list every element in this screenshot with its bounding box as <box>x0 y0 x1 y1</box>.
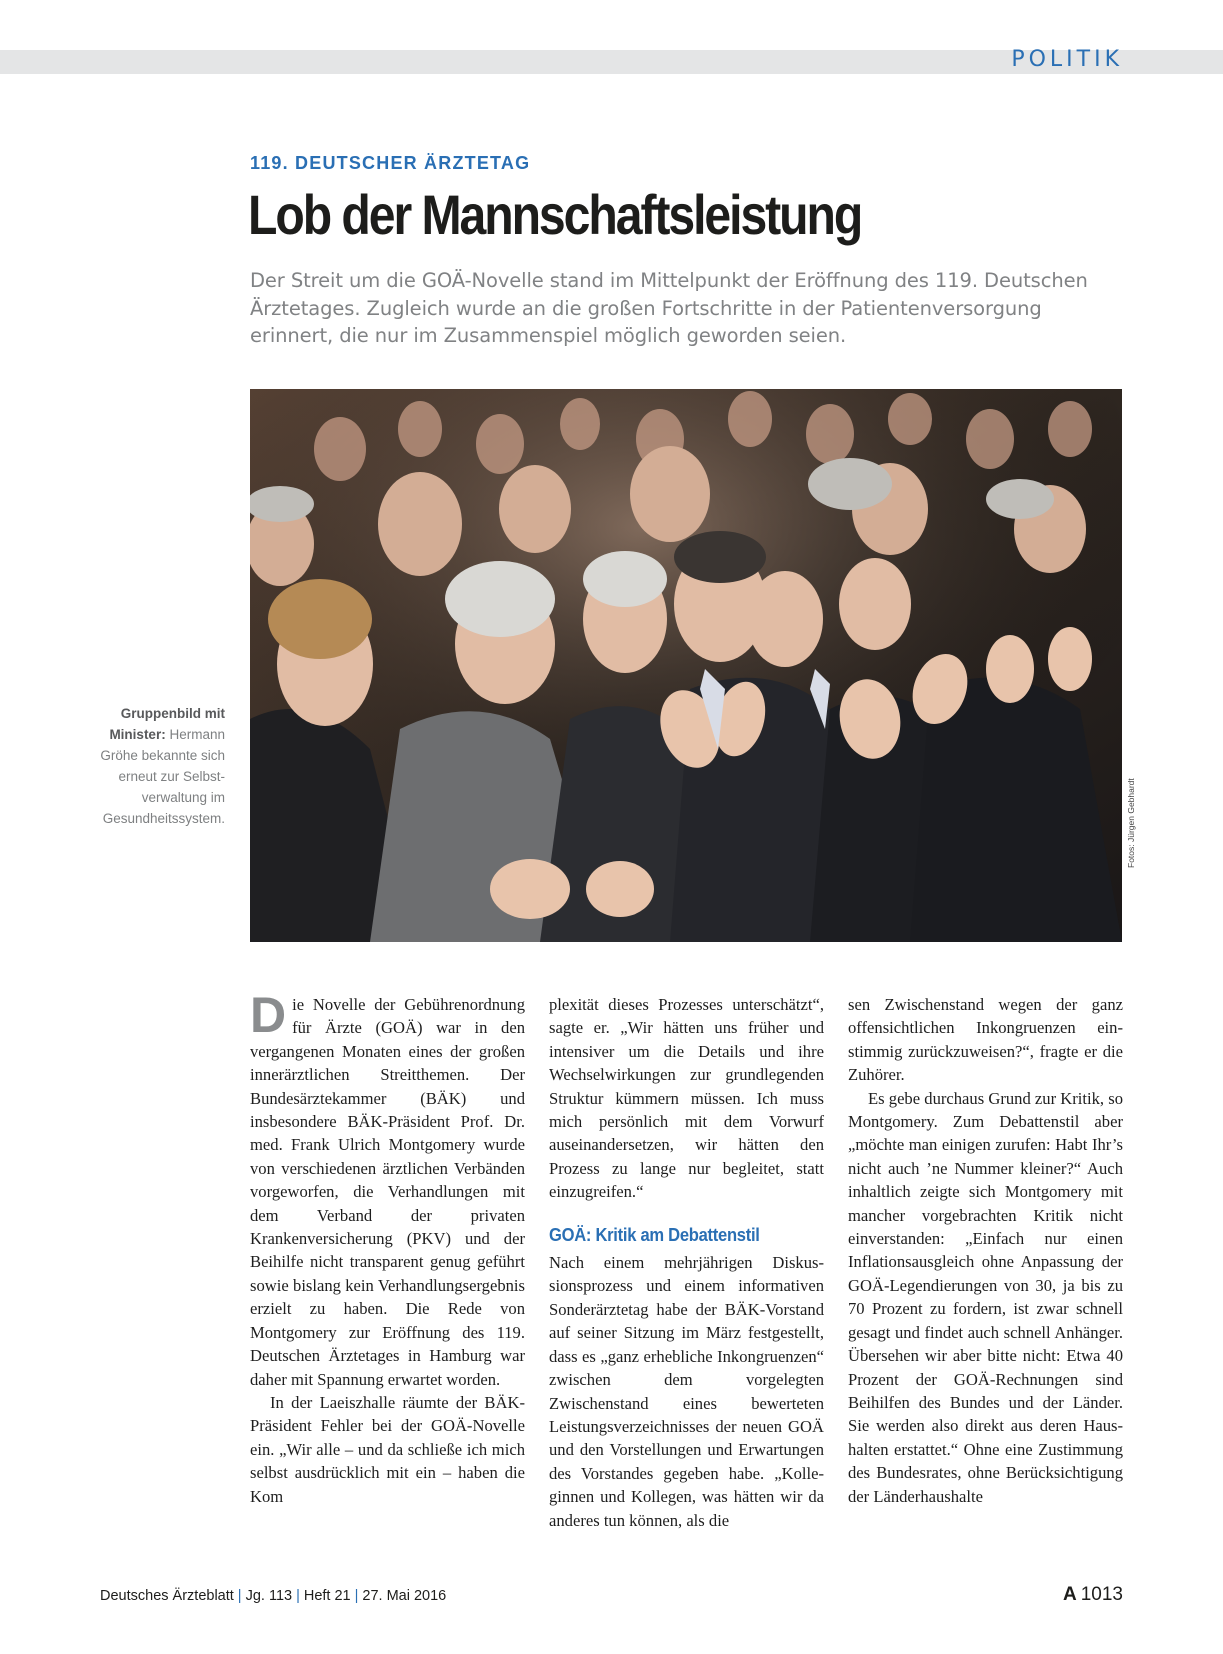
page-footer <box>100 1588 446 1604</box>
photo-credit: Fotos: Jürgen Gebhardt <box>1126 778 1136 868</box>
paragraph: plexität dieses Prozesses unterschätzt“, sagte er. „Wir hätten uns früher und intensiver um die Details und ihre Wechselwirkungen zur grundlegenden Struktur kümmern müssen. Ich muss mich persönlich mit dem Vorwurf auseinandersetzen, wir hätten den Prozess zu lange nur begleitet, statt einzugreifen.“ <box>549 995 824 1202</box>
article-title: Lob der Mannschaftsleistung <box>248 183 862 246</box>
caption-text: Hermann Gröhe bekannte sich erneut zur Selbstverwaltung im Gesundheitssystem. <box>100 727 225 826</box>
journal-volume: Jg. 113 <box>245 1588 293 1604</box>
journal-name: Deutsches Ärzteblatt <box>100 1588 234 1604</box>
photo-caption <box>90 703 225 829</box>
subheading: GOÄ: Kritik am Debattenstil <box>549 1224 760 1245</box>
separator: | <box>296 1588 300 1604</box>
separator: | <box>354 1588 359 1604</box>
journal-date: 27. Mai 2016 <box>362 1588 447 1604</box>
paragraph: Es gebe durchaus Grund zur Kritik, so Montgomery. Zum Debattenstil aber „möchte man einigen zurufen: Habt Ihr’s nicht auch ’ne Nummer kleiner?“ Auch inhaltlich zeigte sich Montgomery mit mancher vorgebrachten Kritik nicht einverstanden: „Einfach nur einen Inflationsausgleich ohne Anpassung der GOÄ-Legendierungen von 30, ja bis zu 70 Prozent zu fordern, ist zwar schnell gesagt und findet auch schnell Anhänger. Übersehen wir aber bitte nicht: Etwa 40 Prozent der GOÄ-Rechnungen sind Beihilfen des Bundes und der Länder. Sie werden also direkt aus deren Haushalten erstattet.“ Ohne eine Zustimmung des Bundesrates, ohne Berücksichtigung der Länderhaushalte <box>848 1088 1123 1506</box>
paragraph-text: ie Novelle der Gebührenordnung für Ärzte (GOÄ) war in den vergangenen Monaten eines der großen innerärztlichen Streitthemen. Der Bundesärztekammer (BÄK) und insbesondere BÄK-Präsident Prof. Dr. med. Frank Ulrich Montgomery wurde von verschiedenen ärztlichen Verbänden vorgeworfen, die Verhandlungen mit dem Verband der privaten Krankenversicherung (PKV) und der Beihilfe nicht transparent genug geführt sowie bislang kein Verhandlungsergebnis erzielt zu haben. Die Rede von Montgomery zur Eröffnung des 119. Deutschen Ärztetages in Hamburg war daher mit Spannung erwartet worden. <box>250 995 525 1389</box>
page-number <box>1063 1584 1123 1606</box>
text-column-1 <box>250 987 525 1508</box>
journal-issue: Heft 21 <box>303 1588 351 1604</box>
separator: | <box>237 1588 242 1604</box>
text-column-2 <box>549 993 824 1532</box>
paragraph: Nach einem mehrjährigen Diskussionsprozess und einem informativen Sonderärztetag habe der BÄK-Vorstand auf seiner Sitzung im März festgestellt, dass es „ganz erhebliche Inkongruenzen“ zwischen dem vorgelegten Zwischenstand eines bewerteten Leistungsverzeichnisses der neuen GOÄ und den Vorstellungen und Erwartungen des Vorstandes gegeben habe. „Kolleginnen und Kollegen, was hätten wir da anderes tun können, als die <box>549 1253 824 1530</box>
paragraph: sen Zwischenstand wegen der ganz offensichtlichen Inkongruenzen einstimmig zurückzuweisen?“, fragte er die Zuhörer. <box>848 995 1123 1085</box>
page-prefix: A <box>1062 1584 1077 1605</box>
drop-cap: D <box>250 987 287 1043</box>
article-kicker: 119. DEUTSCHER ÄRZTETAG <box>250 153 531 173</box>
page-number-value: 1013 <box>1080 1584 1123 1605</box>
paragraph <box>250 987 525 1391</box>
section-label: POLITIK <box>1011 47 1123 72</box>
paragraph: In der Laeiszhalle räumte der BÄK-Präsident Fehler bei der GOÄ-Novelle ein. „Wir alle – und da schließe ich mich selbst ausdrücklich mit ein – haben die Kom <box>250 1392 525 1506</box>
audience-photo-illustration <box>250 389 1122 942</box>
text-column-3 <box>848 993 1123 1508</box>
article-photo <box>250 389 1122 942</box>
article-lead: Der Streit um die GOÄ-Novelle stand im Mittelpunkt der Eröffnung des 119. Deutschen Ärztetages. Zugleich wurde an die großen Fortschritte in der Patientenversorgung erinnert, die nur im Zusammenspiel möglich geworden seien. <box>250 269 1088 347</box>
caption-bold: Gruppenbild mit Minister: <box>109 706 225 742</box>
